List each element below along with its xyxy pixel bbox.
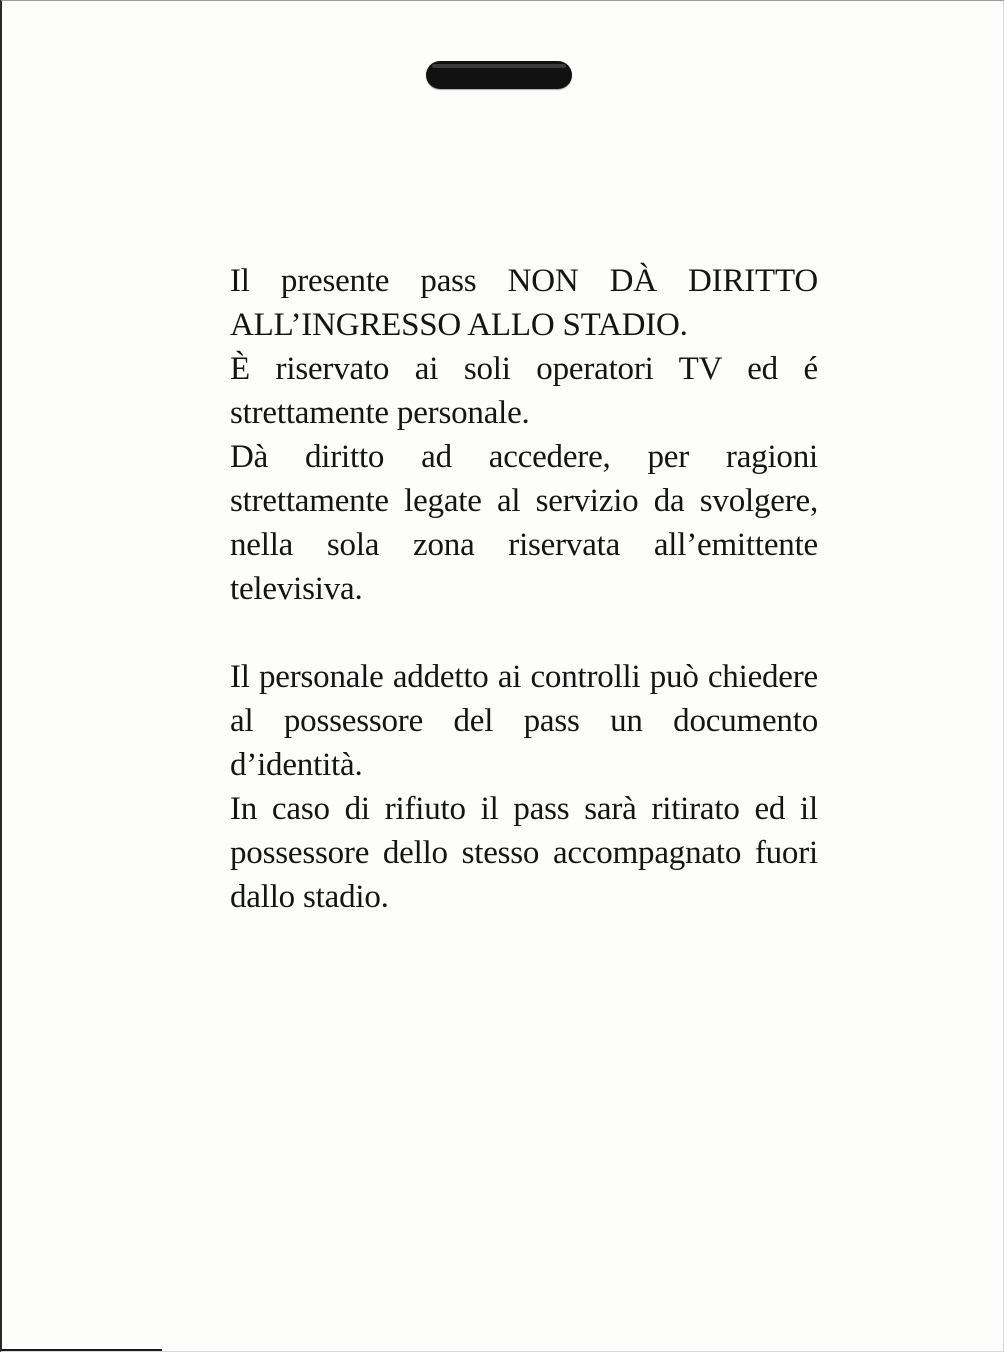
paragraph-tv-operators-only: È riservato ai soli operatori TV ed é strettamente personale.	[230, 351, 818, 431]
paragraph-spacer	[230, 611, 818, 655]
paragraph-no-stadium-entry: Il presente pass NON DÀ DIRITTO ALL’INGRESSO ALLO STADIO.	[230, 263, 818, 343]
pass-terms-text	[230, 259, 818, 919]
lanyard-slot	[426, 61, 572, 89]
paragraph-access-zone: Dà diritto ad accedere, per ragioni strettamente legate al servizio da svolgere, nella sola zona riservata all’emittente televisiva.	[230, 439, 818, 607]
paragraph-identity-check: Il personale addetto ai controlli può chiedere al possessore del pass un documento d’identità.	[230, 659, 818, 783]
paragraph-refusal-consequence: In caso di rifiuto il pass sarà ritirato ed il possessore dello stesso accompagnato fuori dallo stadio.	[230, 791, 818, 915]
edge-shadow	[2, 1349, 162, 1351]
